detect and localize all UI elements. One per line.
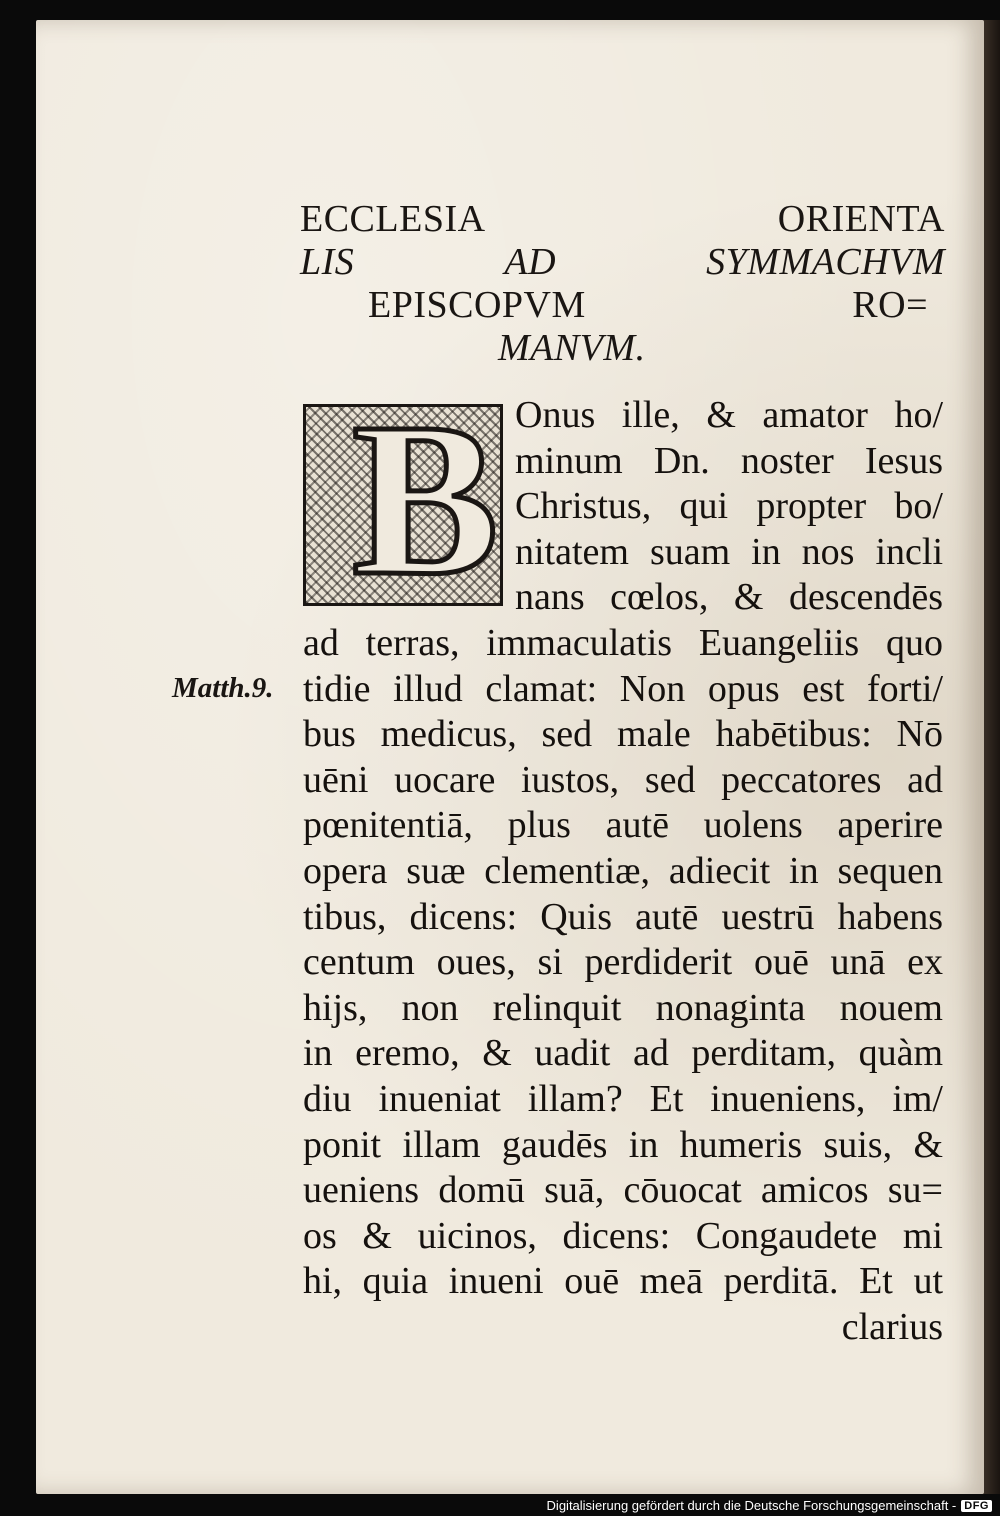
heading-line-3: [300, 284, 928, 327]
text-line: Onus ille, & amator ho/: [515, 394, 943, 436]
text-line: nitatem suam in nos incli: [515, 530, 943, 573]
body-text: [303, 393, 943, 1350]
chapter-heading: [300, 198, 950, 370]
heading-word: LIS: [300, 241, 355, 283]
text-line: hi, quia inueni ouē meā perditā. Et ut: [303, 1260, 943, 1303]
text-line: hijs, non relinquit nonaginta nouem: [303, 986, 943, 1029]
heading-word: RO=: [852, 284, 928, 326]
text-line: tibus, dicens: Quis autē uestrū habens: [303, 895, 943, 938]
heading-line-2: [300, 241, 945, 284]
text-line: uēni uocare iustos, sed peccatores ad: [303, 758, 943, 801]
text-line: ad terras, immaculatis Euangeliis quo: [303, 621, 943, 664]
text-line: pœnitentiā, plus autē uolens aperire: [303, 804, 943, 847]
text-line: os & uicinos, dicens: Congaudete mi: [303, 1214, 943, 1257]
heading-word: ORIENTA: [777, 198, 945, 240]
initial-letter: B: [352, 404, 499, 606]
text-line: centum oues, si perdiderit ouē unā ex: [303, 941, 943, 984]
text-line: opera suæ clementiæ, adiecit in sequen: [303, 849, 943, 892]
text-line: in eremo, & uadit ad perditam, quàm: [303, 1032, 943, 1075]
heading-word: SYMMACHVM: [706, 241, 945, 283]
text-line: ueniens domū suā, cōuocat amicos su=: [303, 1169, 943, 1212]
heading-word: AD: [504, 241, 557, 283]
text-line: bus medicus, sed male habētibus: Nō: [303, 713, 943, 756]
catchword: clarius: [841, 1305, 943, 1348]
heading-line-1: [300, 198, 945, 241]
heading-line-4: MANVM.: [498, 327, 646, 369]
marginal-note: Matth.9.: [172, 672, 274, 704]
dfg-logo: DFG: [961, 1500, 992, 1512]
text-line: ponit illam gaudēs in humeris suis, &: [303, 1123, 943, 1166]
heading-word: EPISCOPVM: [368, 284, 586, 326]
text-line: Christus, qui propter bo/: [515, 485, 943, 528]
digitization-credit: [547, 1498, 992, 1513]
heading-word: ECCLESIA: [300, 198, 486, 240]
credit-text: Digitalisierung gefördert durch die Deutsche Forschungsgemeinschaft -: [546, 1498, 957, 1513]
text-line: tidie illud clamat: Non opus est forti/: [303, 667, 943, 710]
book-spine-edge: [982, 20, 1000, 1494]
text-line: nans cœlos, & descendēs: [515, 576, 943, 619]
text-line: minum Dn. noster Iesus: [515, 439, 943, 482]
text-line: diu inueniat illam? Et inueniens, im/: [303, 1077, 943, 1120]
